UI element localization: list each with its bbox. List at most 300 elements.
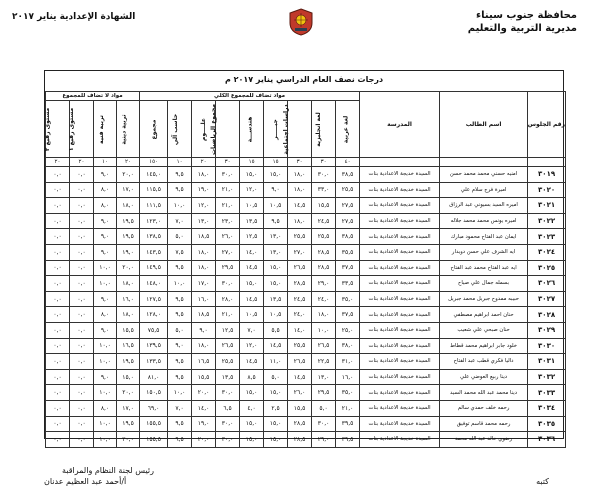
- mark-cell: ٢٢,٥: [312, 354, 336, 370]
- mark-cell: ٩,٠: [192, 322, 216, 338]
- mark-cell: ٧,٠: [168, 400, 192, 416]
- mark-cell: ١٩,٠: [192, 182, 216, 198]
- seat-number-cell: ٣٠١٩: [528, 167, 566, 183]
- emblem-logo-icon: [288, 8, 314, 36]
- school-cell: السيدة خديجة الاعدادية بنات: [360, 276, 440, 292]
- table-row: [46, 182, 566, 198]
- mark-cell: ٢٧,٥: [336, 213, 360, 229]
- committee-head-label: رئيس لجنة النظام والمراقبة: [62, 466, 154, 475]
- mark-cell: ٠,٠: [70, 198, 94, 214]
- mark-cell: ١٨,٠: [288, 213, 312, 229]
- mark-cell: ٩,٥: [168, 167, 192, 183]
- mark-cell: ٢٦,٠: [288, 385, 312, 401]
- mark-cell: ٢٨,٥: [312, 260, 336, 276]
- mark-cell: ٠,٠: [70, 432, 94, 448]
- mark-cell: ١٥٥,٥: [140, 416, 168, 432]
- table-row: [46, 416, 566, 432]
- mark-cell: ١٩,٠: [192, 416, 216, 432]
- mark-cell: ١٠,٠: [94, 432, 117, 448]
- mark-cell: ٠,٠: [46, 229, 70, 245]
- mark-cell: ٩,٥: [264, 213, 288, 229]
- mark-cell: ٨,٠: [94, 198, 117, 214]
- mark-cell: ١٥,٠: [240, 167, 264, 183]
- mark-cell: ٩,٠: [94, 229, 117, 245]
- seat-number-cell: ٣٠٣٥: [528, 416, 566, 432]
- mark-cell: ٢٠,٠: [117, 385, 140, 401]
- school-cell: السيدة خديجة الاعدادية بنات: [360, 213, 440, 229]
- mark-cell: ١٢,٥: [240, 229, 264, 245]
- mark-cell: ٧,٠: [168, 213, 192, 229]
- mark-cell: ٩,٠: [264, 182, 288, 198]
- mark-cell: ٠,٠: [70, 416, 94, 432]
- seat-number-cell: ٣٠٢٥: [528, 260, 566, 276]
- mark-cell: ١٤,٠: [240, 244, 264, 260]
- mark-cell: ٢٥,٥: [336, 182, 360, 198]
- student-name-cell: داليا فكري قطب عبد الفتاح: [440, 354, 528, 370]
- seat-number-cell: ٣٠٣٤: [528, 400, 566, 416]
- mark-cell: ٢٦,٠: [216, 229, 240, 245]
- mark-cell: ١٦,٠: [336, 369, 360, 385]
- grades-table-frame: [43, 70, 566, 444]
- table-row: [46, 167, 566, 183]
- mark-cell: ٩,٥: [168, 432, 192, 448]
- mark-cell: ٩,٥: [168, 307, 192, 323]
- max-mark-cell: ١٥: [264, 158, 288, 167]
- mark-cell: ١٠,٥: [264, 198, 288, 214]
- max-mark-cell: ٣٠: [216, 158, 240, 167]
- table-row: [46, 276, 566, 292]
- subject-label: مستوى رفيع ٢: [43, 107, 51, 151]
- table-row: [46, 354, 566, 370]
- mark-cell: ٨,٠: [94, 182, 117, 198]
- mark-cell: ١٢,٠: [192, 198, 216, 214]
- student-name-cell: امنيه حسني محمد محمد حسن: [440, 167, 528, 183]
- mark-cell: ١٧,٠: [192, 276, 216, 292]
- school-cell: السيدة خديجة الاعدادية بنات: [360, 338, 440, 354]
- mark-cell: ٩,٠: [94, 291, 117, 307]
- mark-cell: ٣٨,٥: [336, 229, 360, 245]
- mark-cell: ٠,٠: [46, 369, 70, 385]
- mark-cell: ٠,٠: [70, 260, 94, 276]
- table-row: [46, 198, 566, 214]
- table-row: [46, 322, 566, 338]
- mark-cell: ٢٠,٠: [117, 167, 140, 183]
- table-row: [46, 385, 566, 401]
- mark-cell: ١٨,٠: [312, 307, 336, 323]
- seat-number-cell: ٣٠٢٨: [528, 307, 566, 323]
- mark-cell: ٩,٠: [94, 322, 117, 338]
- student-name-cell: حنان احمد ابراهيم مصطفي: [440, 307, 528, 323]
- col-subject-header: [336, 101, 360, 158]
- mark-cell: ٨,٠: [94, 400, 117, 416]
- mark-cell: ١٢,٠: [240, 182, 264, 198]
- mark-cell: ٢٨,٥: [288, 432, 312, 448]
- mark-cell: ٢٠,٠: [192, 432, 216, 448]
- mark-cell: ٠,٠: [70, 276, 94, 292]
- mark-cell: ١٥٥,٥: [140, 432, 168, 448]
- seat-number-cell: ٣٠٣٢: [528, 369, 566, 385]
- student-name-cell: ايه الشرف علي حسن دويدار: [440, 244, 528, 260]
- mark-cell: ١٩,٠: [117, 244, 140, 260]
- student-name-cell: اميره يونس محمد محمد جلاله: [440, 213, 528, 229]
- subject-label: مستوى رفيع ١: [67, 107, 75, 151]
- mark-cell: ٣٨,٥: [336, 167, 360, 183]
- mark-cell: ١٨,٥: [192, 307, 216, 323]
- mark-cell: ١٨,٠: [192, 338, 216, 354]
- mark-cell: ٣٠,٠: [312, 416, 336, 432]
- mark-cell: ٠,٠: [70, 338, 94, 354]
- school-cell: السيدة خديجة الاعدادية بنات: [360, 354, 440, 370]
- mark-cell: ١٤,٥: [264, 338, 288, 354]
- mark-cell: ١٠,٠: [94, 385, 117, 401]
- mark-cell: ١٥,٠: [264, 416, 288, 432]
- mark-cell: ١٥,٠: [264, 432, 288, 448]
- school-cell: السيدة خديجة الاعدادية بنات: [360, 182, 440, 198]
- school-cell: السيدة خديجة الاعدادية بنات: [360, 307, 440, 323]
- mark-cell: ٣٠,٠: [216, 276, 240, 292]
- student-name-cell: دينا محمد عبد الله محمد السيد: [440, 385, 528, 401]
- mark-cell: ٥,٠: [168, 322, 192, 338]
- mark-cell: ٠,٠: [70, 307, 94, 323]
- mark-cell: ٠,٠: [46, 291, 70, 307]
- mark-cell: ١٠,٠: [94, 276, 117, 292]
- subject-label: تربية فنية: [98, 114, 106, 144]
- mark-cell: ١٥,٥: [117, 322, 140, 338]
- mark-cell: ١٤,٥: [240, 260, 264, 276]
- directorate-name: مديرية التربية والتعليم: [467, 23, 577, 34]
- mark-cell: ١٠,٠: [94, 260, 117, 276]
- mark-cell: ٠,٠: [70, 354, 94, 370]
- school-cell: السيدة خديجة الاعدادية بنات: [360, 260, 440, 276]
- mark-cell: ٠,٠: [70, 291, 94, 307]
- mark-cell: ٩,٠: [94, 244, 117, 260]
- mark-cell: ١٥٠,٥: [140, 385, 168, 401]
- mark-cell: ٢٨,٥: [288, 416, 312, 432]
- mark-cell: ٠,٠: [70, 400, 94, 416]
- mark-cell: ١٣,٠: [264, 229, 288, 245]
- subject-label: تربية دينية: [120, 113, 128, 145]
- mark-cell: ٣٠,٠: [216, 385, 240, 401]
- student-name-cell: رضوي خالد عبد الله محمد: [440, 432, 528, 448]
- mark-cell: ٢٤,٠: [312, 291, 336, 307]
- col-subject-header: [210, 101, 240, 158]
- mark-cell: ١٠,٠: [168, 385, 192, 401]
- mark-cell: ١٠,٠: [94, 338, 117, 354]
- student-name-cell: حنان صبحي علي شعيب: [440, 322, 528, 338]
- mark-cell: ١٥,٥: [288, 400, 312, 416]
- mark-cell: ١٥,٥: [312, 198, 336, 214]
- seat-number-cell: ٣٠٣١: [528, 354, 566, 370]
- mark-cell: ٠,٠: [46, 244, 70, 260]
- subject-label: لغة عربية: [341, 115, 349, 143]
- mark-cell: ٠,٠: [46, 385, 70, 401]
- max-mark-cell: ٣٠: [288, 158, 312, 167]
- mark-cell: ٢٥,٥: [216, 354, 240, 370]
- table-row: [46, 338, 566, 354]
- mark-cell: ٢٥,٥: [312, 229, 336, 245]
- mark-cell: ٠,٠: [70, 369, 94, 385]
- mark-cell: ١٣٨,٥: [140, 229, 168, 245]
- group-not-added-header: مواد لا تضاف للمجموع: [46, 92, 140, 101]
- mark-cell: ٢٧,٥: [336, 198, 360, 214]
- school-cell: السيدة خديجة الاعدادية بنات: [360, 244, 440, 260]
- max-mark-cell: ١٥٠: [140, 158, 168, 167]
- mark-cell: ٢٩,٠: [312, 432, 336, 448]
- mark-cell: ٢٥,٥: [288, 229, 312, 245]
- school-cell: السيدة خديجة الاعدادية بنات: [360, 385, 440, 401]
- mark-cell: ١٠,٠: [94, 354, 117, 370]
- mark-cell: ٢٤,٥: [312, 213, 336, 229]
- mark-cell: ٢٦,٥: [288, 354, 312, 370]
- mark-cell: ١٤٣,٥: [140, 244, 168, 260]
- max-mark-cell: ١٠: [168, 158, 192, 167]
- mark-cell: ٠,٠: [46, 432, 70, 448]
- mark-cell: ٧,٠: [240, 322, 264, 338]
- school-cell: السيدة خديجة الاعدادية بنات: [360, 400, 440, 416]
- mark-cell: ٣٧,٥: [336, 307, 360, 323]
- mark-cell: ٢٩,٥: [216, 260, 240, 276]
- mark-cell: ٠,٠: [46, 182, 70, 198]
- mark-cell: ١١١,٥: [140, 198, 168, 214]
- col-subject-header: [140, 101, 168, 158]
- mark-cell: ٣٣,٠: [312, 182, 336, 198]
- school-cell: السيدة خديجة الاعدادية بنات: [360, 369, 440, 385]
- student-name-cell: بسمله جمال علي صياح: [440, 276, 528, 292]
- mark-cell: ١٤,٥: [240, 291, 264, 307]
- mark-cell: ٠,٠: [46, 354, 70, 370]
- mark-cell: ٣١,٠: [336, 354, 360, 370]
- mark-cell: ٢٥,٠: [336, 322, 360, 338]
- mark-cell: ١٧,٠: [117, 182, 140, 198]
- mark-cell: ٠,٠: [46, 322, 70, 338]
- mark-cell: ٥,٠: [264, 369, 288, 385]
- mark-cell: ٢٩,٥: [312, 385, 336, 401]
- seat-number-cell: ٣٠٢٤: [528, 244, 566, 260]
- max-mark-cell: ١٠: [94, 158, 117, 167]
- mark-cell: ٣٥,٠: [336, 385, 360, 401]
- mark-cell: ٤,٠: [240, 400, 264, 416]
- mark-cell: ١٨,٠: [117, 307, 140, 323]
- student-name-cell: خلود جابر ابراهيم محمد قطاط: [440, 338, 528, 354]
- student-name-cell: حبيبه ممدوح جبريل محمد جبريل: [440, 291, 528, 307]
- mark-cell: ٠,٠: [46, 307, 70, 323]
- table-row: [46, 291, 566, 307]
- mark-cell: ١٠,٠: [168, 276, 192, 292]
- mark-cell: ١٠,٠: [94, 416, 117, 432]
- max-mark-cell: ٢٠: [117, 158, 140, 167]
- mark-cell: ٩,٠: [168, 338, 192, 354]
- table-row: [46, 432, 566, 448]
- mark-cell: ٩,٥: [168, 354, 192, 370]
- mark-cell: ٣٧,٥: [336, 260, 360, 276]
- seat-number-cell: ٣٠٢٣: [528, 229, 566, 245]
- mark-cell: ١٨,٠: [117, 276, 140, 292]
- col-school-header: المدرسة: [360, 92, 440, 158]
- mark-cell: ٠,٠: [70, 229, 94, 245]
- student-name-cell: رحمه محمد قاسم توفيق: [440, 416, 528, 432]
- mark-cell: ١٣٣,٥: [140, 354, 168, 370]
- mark-cell: ١٨,٥: [192, 229, 216, 245]
- max-mark-cell: ٢٠: [192, 158, 216, 167]
- mark-cell: ٢٤,٥: [288, 291, 312, 307]
- school-cell: السيدة خديجة الاعدادية بنات: [360, 198, 440, 214]
- table-row: [46, 244, 566, 260]
- mark-cell: ٣٠,٠: [216, 167, 240, 183]
- student-name-cell: ايه عبد الفتاح محمد عبد الفتاح: [440, 260, 528, 276]
- mark-cell: ١٨,٠: [192, 260, 216, 276]
- student-name-cell: رحمه خلف حمدي سالم: [440, 400, 528, 416]
- mark-cell: ٩,٥: [168, 416, 192, 432]
- student-name-cell: دينا ربيع العوضي علي: [440, 369, 528, 385]
- mark-cell: ٣٨,٠: [336, 338, 360, 354]
- subject-label: علــــوم: [200, 117, 208, 141]
- max-mark-cell: ٢٠: [70, 158, 94, 167]
- subject-label: هندســـة: [246, 116, 254, 142]
- mark-cell: ٩,٥: [168, 291, 192, 307]
- seat-number-cell: ٣٠٢٦: [528, 276, 566, 292]
- school-cell: السيدة خديجة الاعدادية بنات: [360, 416, 440, 432]
- mark-cell: ٣٩,٥: [336, 416, 360, 432]
- mark-cell: ١٥,٠: [264, 385, 288, 401]
- col-subject-header: [240, 101, 264, 158]
- certificate-title: الشهادة الإعدادية يناير ٢٠١٧: [12, 12, 136, 22]
- table-row: [46, 369, 566, 385]
- mark-cell: ٢١,٠: [216, 182, 240, 198]
- mark-cell: ٨١,٠: [140, 369, 168, 385]
- seat-number-cell: ٣٠٣٣: [528, 385, 566, 401]
- mark-cell: ٢٨,٠: [216, 291, 240, 307]
- mark-cell: ١١,٠: [264, 354, 288, 370]
- mark-cell: ١٤,٠: [192, 400, 216, 416]
- school-cell: السيدة خديجة الاعدادية بنات: [360, 291, 440, 307]
- seat-number-cell: ٣٠٢١: [528, 198, 566, 214]
- mark-cell: ٢٥,٥: [288, 338, 312, 354]
- mark-cell: ٠,٠: [46, 198, 70, 214]
- seat-number-cell: ٣٠٢٩: [528, 322, 566, 338]
- mark-cell: ١٤٨,٠: [140, 276, 168, 292]
- table-row: [46, 213, 566, 229]
- mark-cell: ٢١,٠: [336, 400, 360, 416]
- subject-label: حاسب آلي: [171, 113, 179, 145]
- mark-cell: ١٠,٠: [168, 198, 192, 214]
- mark-cell: ١٥,٠: [240, 416, 264, 432]
- table-title: درجات نصف العام الدراسي يناير ٢٠١٧ م: [224, 75, 384, 84]
- mark-cell: ٢١,٠: [216, 307, 240, 323]
- mark-cell: ٣٩,٥: [336, 432, 360, 448]
- table-row: [46, 307, 566, 323]
- max-mark-cell: ٣٠: [312, 158, 336, 167]
- writer-label: كتبه: [536, 477, 549, 486]
- grades-table: [45, 91, 566, 448]
- mark-cell: ١٨,٠: [192, 244, 216, 260]
- mark-cell: ٢٦,٥: [288, 260, 312, 276]
- mark-cell: ٢٣,٠: [216, 213, 240, 229]
- mark-cell: ٥,٥: [264, 322, 288, 338]
- mark-cell: ٢٦,٥: [216, 338, 240, 354]
- mark-cell: ٩,٥: [168, 369, 192, 385]
- mark-cell: ٠,٠: [46, 213, 70, 229]
- student-name-cell: ايمان عبد الفتاح محمود مبارك: [440, 229, 528, 245]
- col-seat-header: رقم الجلوس: [528, 92, 566, 158]
- mark-cell: ١٤,٥: [288, 198, 312, 214]
- col-subject-header: [117, 101, 140, 158]
- subject-label: دراسات اجتماعية: [282, 103, 290, 155]
- mark-cell: ٢٠,٠: [192, 385, 216, 401]
- mark-cell: ١٨,٠: [288, 182, 312, 198]
- mark-cell: ٩,٥: [168, 260, 192, 276]
- mark-cell: ١٢٣,٠: [140, 213, 168, 229]
- mark-cell: ١٩,٥: [117, 416, 140, 432]
- mark-cell: ١٨,٠: [192, 167, 216, 183]
- mark-cell: ١٤,٥: [240, 354, 264, 370]
- mark-cell: ٢٧,٠: [216, 244, 240, 260]
- mark-cell: ٠,٠: [70, 213, 94, 229]
- school-cell: السيدة خديجة الاعدادية بنات: [360, 167, 440, 183]
- mark-cell: ١١٥,٥: [140, 182, 168, 198]
- mark-cell: ٩,٠: [94, 369, 117, 385]
- mark-cell: ١٩,٥: [117, 229, 140, 245]
- subject-label: جبـــــر: [272, 118, 280, 140]
- mark-cell: ١٤٥,٠: [140, 167, 168, 183]
- mark-cell: ١٤,٥: [288, 369, 312, 385]
- mark-cell: ٢٠,٠: [117, 432, 140, 448]
- mark-cell: ١٠,٥: [240, 198, 264, 214]
- mark-cell: ١٣,٠: [312, 369, 336, 385]
- mark-cell: ٨,٠: [94, 307, 117, 323]
- table-row: [46, 260, 566, 276]
- max-marks-row: [46, 158, 566, 167]
- mark-cell: ١٥,٥: [192, 369, 216, 385]
- student-name-cell: اميره السيد بسيوني عبد الرزاق: [440, 198, 528, 214]
- mark-cell: ٠,٠: [46, 260, 70, 276]
- mark-cell: ٣٥,٠: [336, 291, 360, 307]
- mark-cell: ٠,٠: [46, 416, 70, 432]
- mark-cell: ٢٨,٥: [288, 276, 312, 292]
- mark-cell: ١٢٨,٠: [140, 307, 168, 323]
- max-mark-cell: ٤٠: [336, 158, 360, 167]
- max-mark-cell: ٢٠: [46, 158, 70, 167]
- seat-number-cell: ٣٠٣٠: [528, 338, 566, 354]
- mark-cell: ١٠,٠: [312, 322, 336, 338]
- mark-cell: ٠,٠: [46, 167, 70, 183]
- student-name-cell: اميرة فرج سلام علي: [440, 182, 528, 198]
- governorate-name: محافظة جنوب سيناء: [476, 10, 577, 21]
- mark-cell: ٩,٥: [168, 182, 192, 198]
- mark-cell: ٧٥,٥: [140, 322, 168, 338]
- mark-cell: ١٦,٥: [192, 354, 216, 370]
- mark-cell: ١٣,٥: [216, 369, 240, 385]
- subject-label: مجموع: [150, 119, 158, 139]
- committee-head-name: أ/أحمد عبد العظيم عدنان: [44, 477, 127, 486]
- mark-cell: ٠,٠: [70, 385, 94, 401]
- group-added-header: مواد تضاف للمجموع الكلي: [140, 92, 360, 101]
- col-name-header: اسم الطالب: [440, 92, 528, 158]
- mark-cell: ١٢٧,٥: [140, 291, 168, 307]
- mark-cell: ٠,٠: [70, 182, 94, 198]
- seat-number-cell: ٣٠٣٦: [528, 432, 566, 448]
- mark-cell: ٠,٠: [70, 167, 94, 183]
- mark-cell: ٢٨,٥: [312, 244, 336, 260]
- mark-cell: ٩,٠: [94, 167, 117, 183]
- seat-number-cell: ٣٠٢٢: [528, 213, 566, 229]
- mark-cell: ٢٤,٠: [288, 307, 312, 323]
- table-row: [46, 400, 566, 416]
- mark-cell: ١٩,٥: [117, 213, 140, 229]
- mark-cell: ٠,٠: [46, 338, 70, 354]
- mark-cell: ١٨,٠: [117, 198, 140, 214]
- mark-cell: ١٥,٠: [240, 385, 264, 401]
- mark-cell: ٦,٥: [216, 400, 240, 416]
